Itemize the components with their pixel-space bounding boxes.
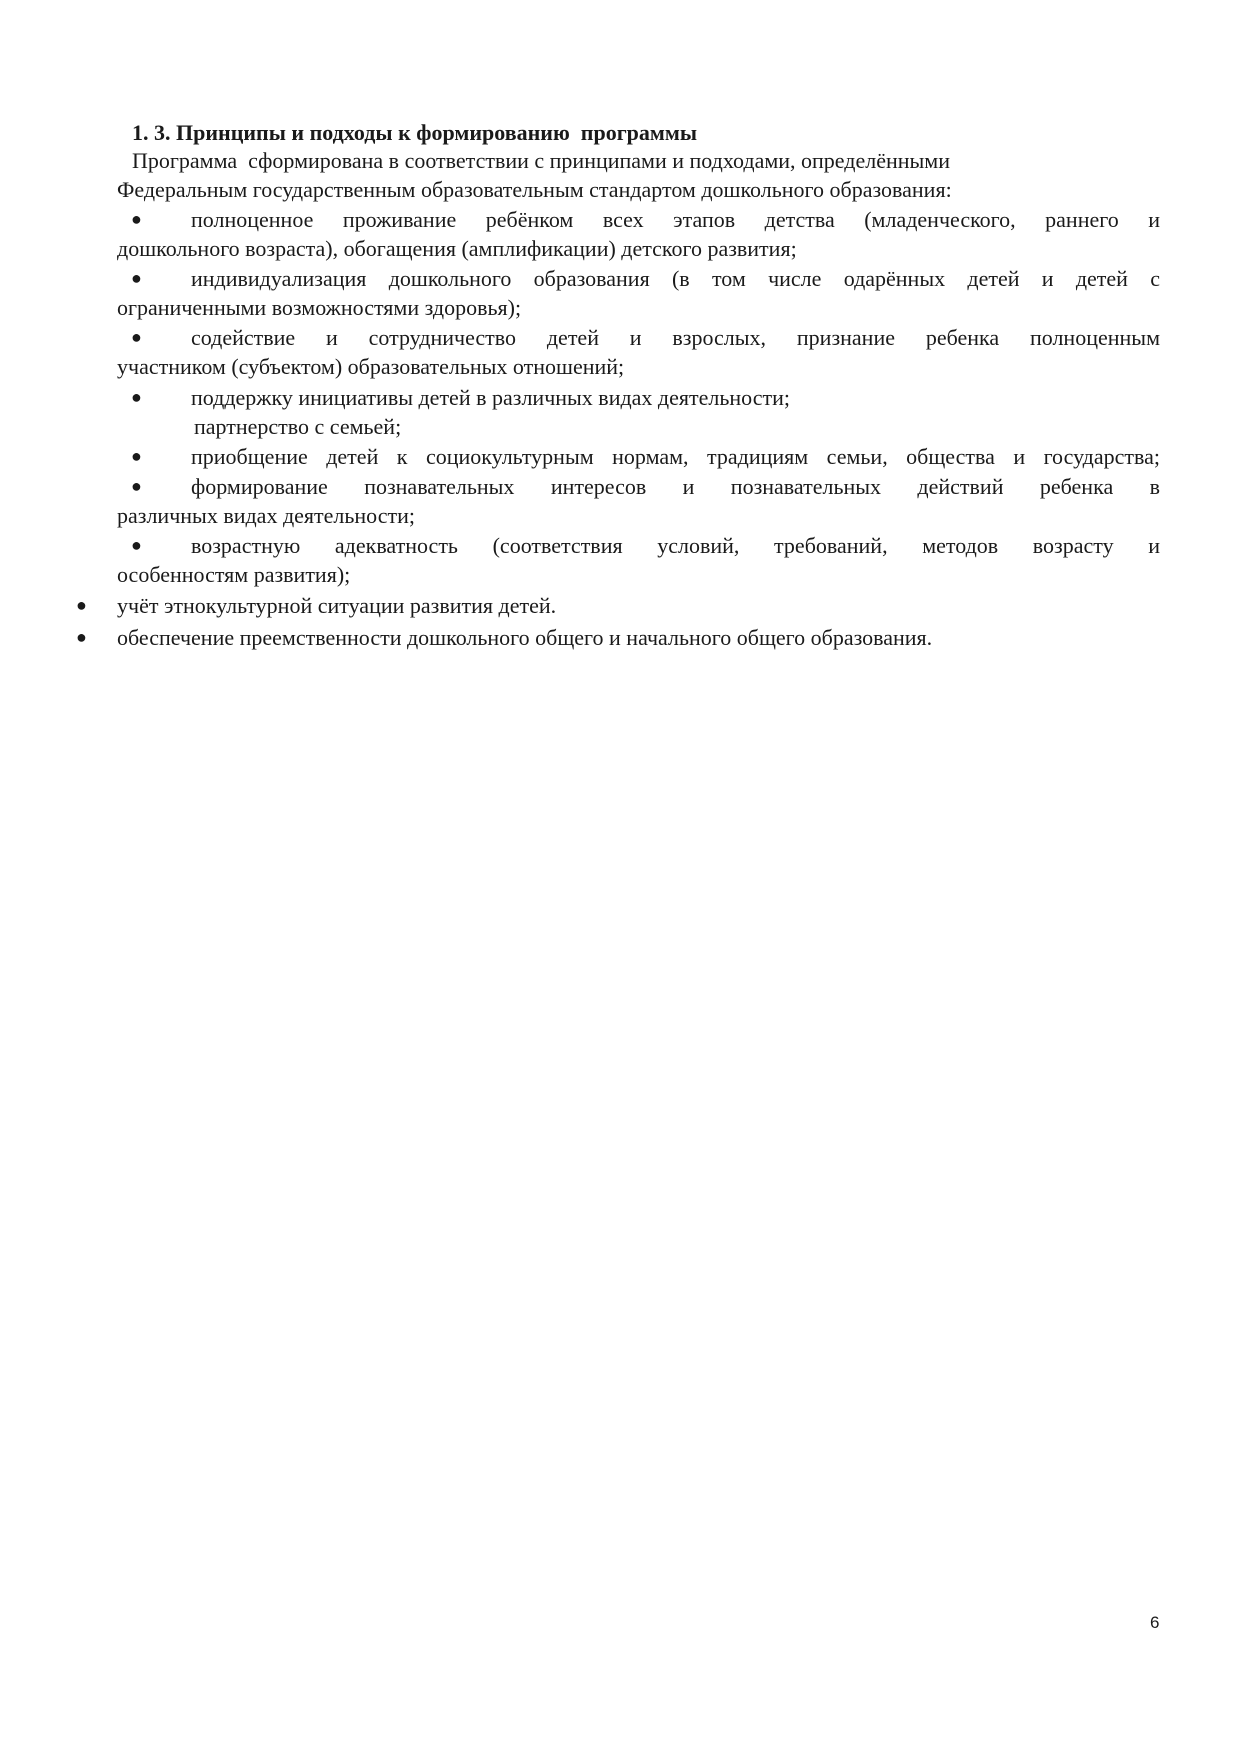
list-item-text: приобщение детей к социокультурным нормам, традициям семьи, общества и государства;	[191, 444, 1160, 469]
page-number: 6	[1150, 1613, 1160, 1632]
list-item-text: учёт этнокультурной ситуации развития детей.	[117, 593, 557, 618]
list-item-continuation: особенностям развития);	[117, 562, 351, 587]
list-item-text: формирование познавательных интересов и познавательных действий ребенка в	[191, 474, 1160, 499]
outer-list-item	[76, 591, 1176, 620]
list-item-plain: партнерство с семьей;	[194, 414, 402, 439]
list-item-text: поддержку инициативы детей в различных видах деятельности;	[191, 385, 790, 410]
section-heading: 1. 3. Принципы и подходы к формированию программы	[132, 120, 698, 145]
bullet-icon: ●	[131, 209, 142, 229]
bullet-icon: ●	[131, 327, 142, 347]
principle-list-item	[117, 531, 1160, 589]
list-item-text: содействие и сотрудничество детей и взрослых, признание ребенка полноценным	[191, 325, 1160, 350]
principle-list-item	[117, 323, 1160, 381]
intro-line-2: Федеральным государственным образовательным стандартом дошкольного образования:	[117, 177, 952, 202]
list-item-text: обеспечение преемственности дошкольного общего и начального общего образования.	[117, 625, 933, 650]
list-item-continuation: дошкольного возраста), обогащения (амплификации) детского развития;	[117, 236, 797, 261]
list-item-continuation: ограниченными возможностями здоровья);	[117, 295, 522, 320]
principle-list-item	[117, 205, 1160, 263]
principle-list-item	[117, 442, 1160, 471]
bullet-icon: ●	[76, 627, 87, 647]
bullet-icon: ●	[131, 446, 142, 466]
intro-line-1: Программа сформирована в соответствии с принципами и подходами, определёнными	[132, 148, 951, 173]
principle-list-item	[117, 264, 1160, 322]
list-item-continuation: различных видах деятельности;	[117, 503, 415, 528]
bullet-icon: ●	[131, 476, 142, 496]
list-item-text: индивидуализация дошкольного образования (в том числе одарённых детей и детей с	[191, 266, 1160, 291]
bullet-icon: ●	[76, 595, 87, 615]
list-item-continuation: участником (субъектом) образовательных отношений;	[117, 354, 625, 379]
list-item-text: полноценное проживание ребёнком всех этапов детства (младенческого, раннего и	[191, 207, 1160, 232]
bullet-icon: ●	[131, 268, 142, 288]
bullet-icon: ●	[131, 535, 142, 555]
outer-list-item	[76, 623, 1176, 652]
bullet-icon: ●	[131, 387, 142, 407]
list-item-text: возрастную адекватность (соответствия условий, требований, методов возрасту и	[191, 533, 1160, 558]
principle-list-item	[117, 472, 1160, 530]
principle-list-item	[117, 383, 1160, 412]
